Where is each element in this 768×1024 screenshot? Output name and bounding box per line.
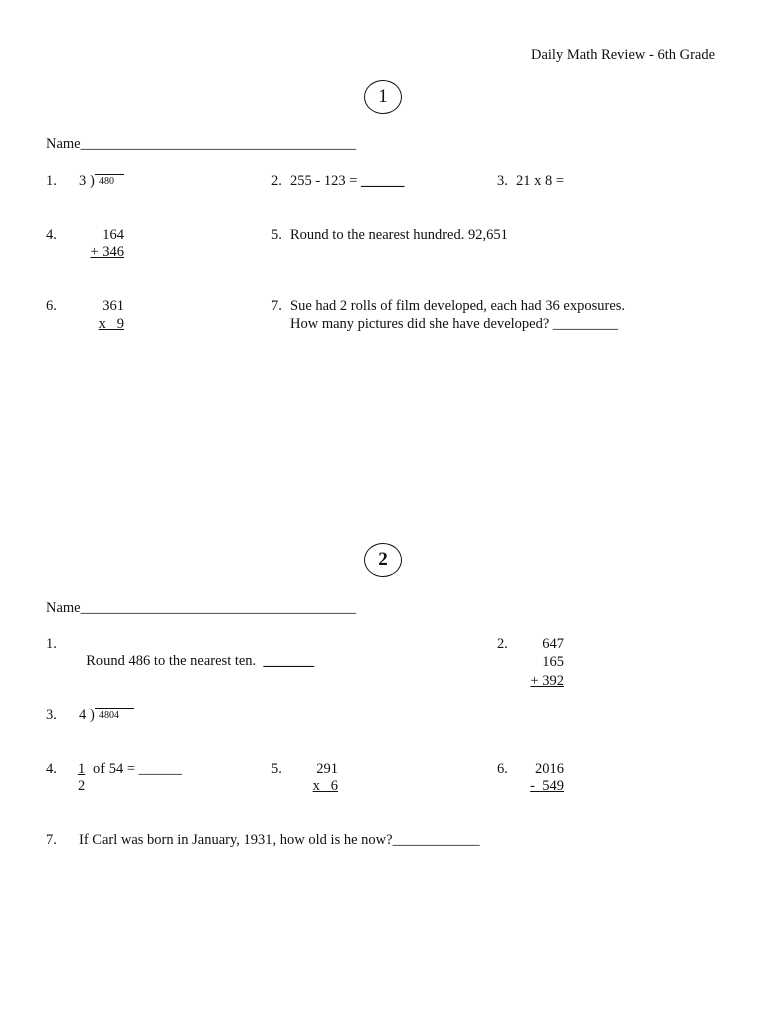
factor-top: 291	[316, 761, 338, 777]
dividend: 4804	[99, 710, 119, 721]
fraction-denominator: 2	[78, 778, 86, 794]
answer-blank: ______	[361, 173, 405, 189]
divisor: 3	[79, 173, 87, 189]
factor-bottom: x 9	[98, 316, 124, 332]
question-prompt: Round 486 to the nearest ten.	[86, 653, 264, 669]
division-bar	[95, 708, 134, 709]
question-text: of 54 = ______	[93, 761, 183, 777]
word-problem-line1: Sue had 2 rolls of film developed, each had 36 exposures.	[290, 298, 626, 314]
division-bar	[95, 174, 124, 175]
question-number: 5.	[271, 227, 282, 243]
word-problem: If Carl was born in January, 1931, how old is he now?____________	[79, 832, 480, 848]
question-number: 7.	[271, 298, 282, 314]
addend-bottom: + 346	[90, 244, 124, 260]
addend-top: 164	[102, 227, 124, 243]
question-text	[290, 173, 405, 190]
section-number-badge: 2	[364, 543, 402, 577]
division-paren: )	[90, 707, 95, 723]
question-number: 1.	[46, 636, 57, 652]
name-line: Name______________________________________	[46, 136, 357, 152]
question-number: 7.	[46, 832, 57, 848]
subtrahend: - 549	[530, 778, 564, 794]
long-division-bracket	[90, 173, 130, 190]
addend-3: + 392	[530, 673, 564, 689]
question-number: 5.	[271, 761, 282, 777]
section-number-badge: 1	[364, 80, 402, 114]
addend-2: 165	[542, 654, 564, 670]
question-number: 3.	[46, 707, 57, 723]
division-paren: )	[90, 173, 95, 189]
question-expression: 255 - 123 =	[290, 173, 362, 189]
question-number: 4.	[46, 761, 57, 777]
question-number: 3.	[497, 173, 508, 189]
question-number: 4.	[46, 227, 57, 243]
dividend: 480	[99, 176, 114, 187]
fraction-numerator: 1	[78, 761, 86, 777]
divisor: 4	[79, 707, 87, 723]
minuend: 2016	[535, 761, 564, 777]
question-number: 6.	[46, 298, 57, 314]
question-text: 21 x 8 =	[516, 173, 565, 189]
worksheet-title: Daily Math Review - 6th Grade	[531, 47, 716, 63]
name-line: Name______________________________________	[46, 600, 357, 616]
question-text: Round to the nearest hundred. 92,651	[290, 227, 508, 243]
long-division-bracket	[90, 707, 138, 724]
question-number: 2.	[497, 636, 508, 652]
word-problem-line2: How many pictures did she have developed? _________	[290, 316, 619, 332]
question-number: 6.	[497, 761, 508, 777]
question-number: 1.	[46, 173, 57, 189]
question-number: 2.	[271, 173, 282, 189]
addend-1: 647	[542, 636, 564, 652]
factor-top: 361	[102, 298, 124, 314]
question-text	[79, 636, 314, 670]
answer-blank: _______	[263, 653, 315, 669]
factor-bottom: x 6	[312, 778, 338, 794]
